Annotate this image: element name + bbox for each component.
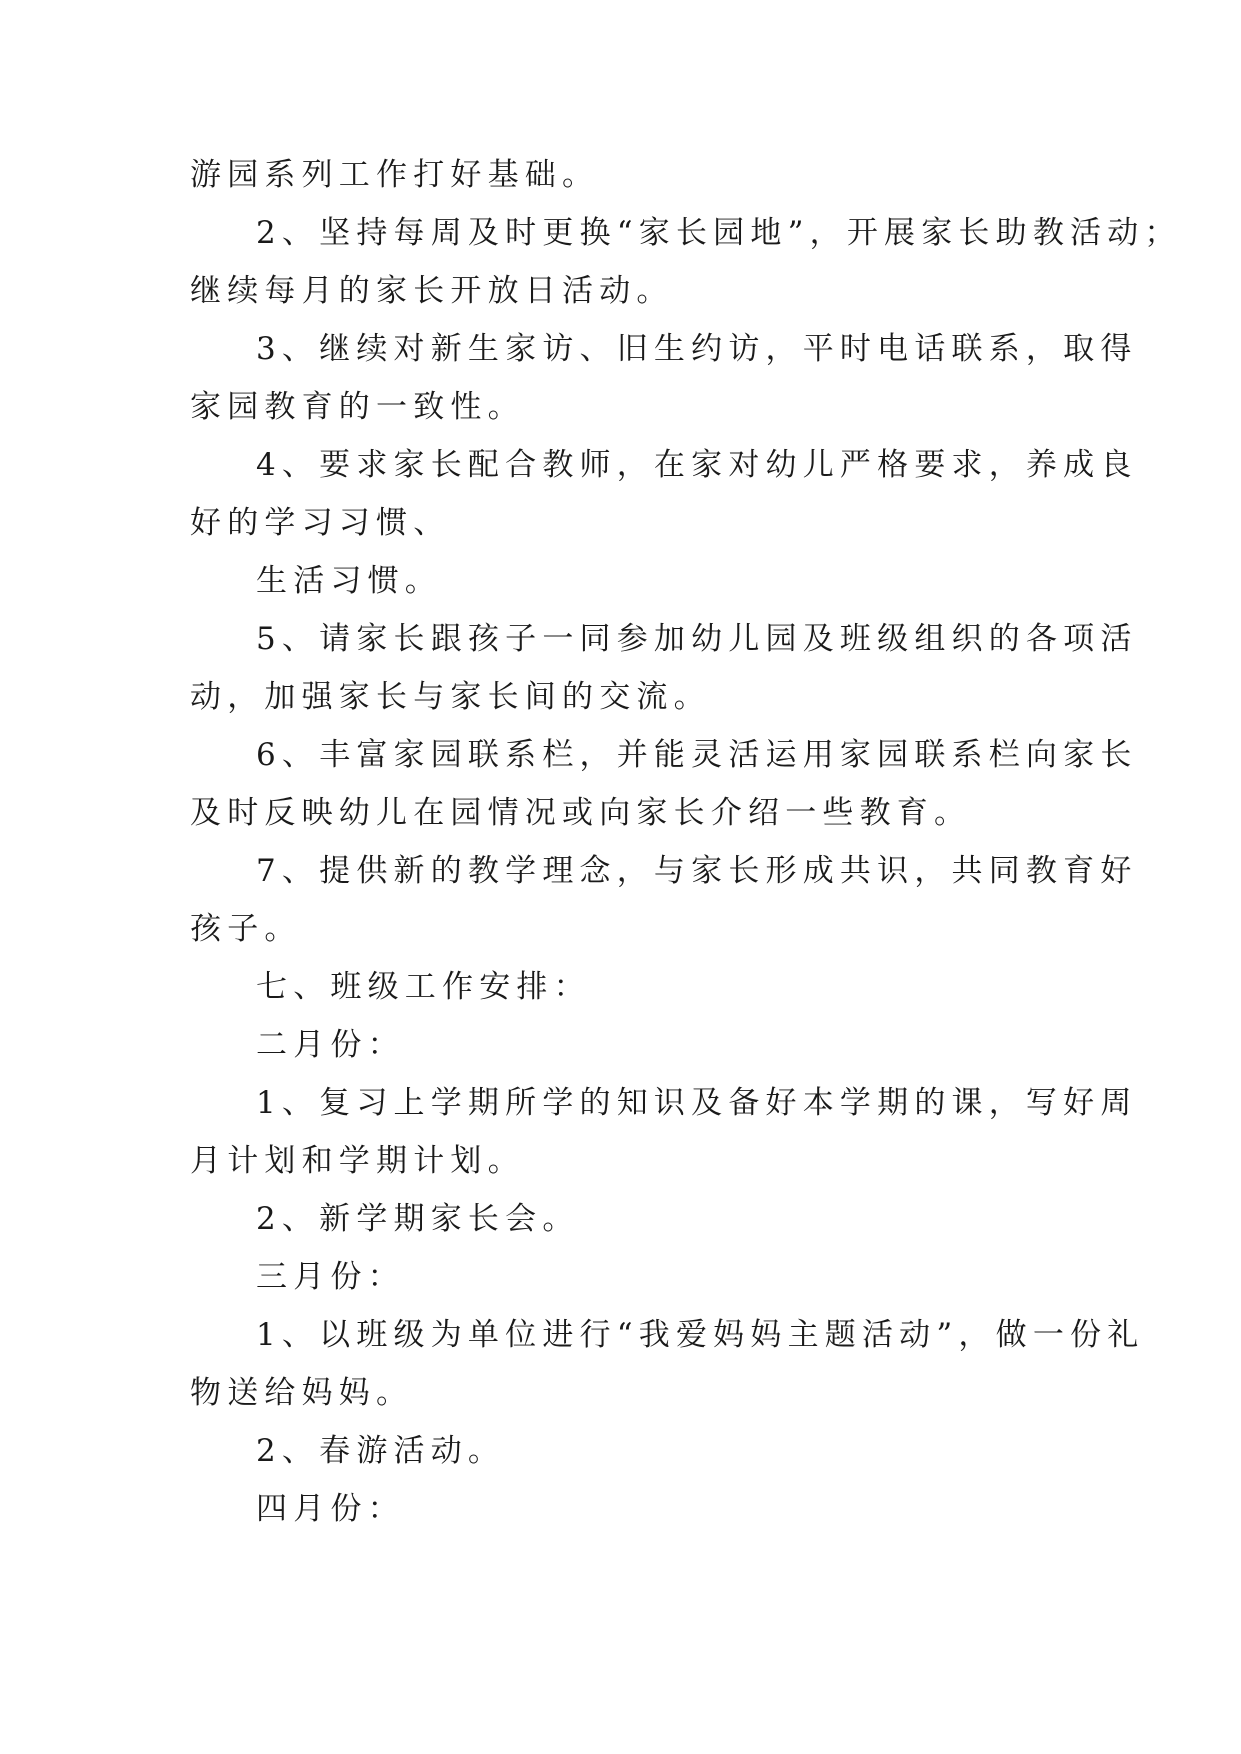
text-line: 孩子。 (190, 911, 302, 947)
text-line: 7、提供新的教学理念，与家长形成共识，共同教育好 (256, 853, 1138, 889)
document-body (190, 146, 1182, 1538)
text-line: 3、继续对新生家访、旧生约访，平时电话联系，取得 (256, 331, 1138, 367)
text-line: 物送给妈妈。 (190, 1375, 414, 1411)
text-line: 1、复习上学期所学的知识及备好本学期的课，写好周 (256, 1085, 1138, 1121)
text-line: 2、春游活动。 (256, 1433, 506, 1469)
text-line: 及时反映幼儿在园情况或向家长介绍一些教育。 (190, 795, 972, 831)
text-line: 1、以班级为单位进行“我爱妈妈主题活动”，做一份礼 (256, 1317, 1145, 1353)
text-line: 游园系列工作打好基础。 (190, 157, 600, 193)
text-line: 动，加强家长与家长间的交流。 (190, 679, 711, 715)
text-line: 4、要求家长配合教师，在家对幼儿严格要求，养成良 (256, 447, 1138, 483)
text-line: 6、丰富家园联系栏，并能灵活运用家园联系栏向家长 (256, 737, 1138, 773)
month-heading: 二月份： (256, 1027, 405, 1063)
text-line: 继续每月的家长开放日活动。 (190, 273, 674, 309)
text-line: 2、坚持每周及时更换“家长园地”，开展家长助教活动； (256, 215, 1182, 251)
section-heading: 七、班级工作安排： (256, 969, 591, 1005)
text-line: 生活习惯。 (256, 563, 442, 599)
text-line: 月计划和学期计划。 (190, 1143, 525, 1179)
text-line: 5、请家长跟孩子一同参加幼儿园及班级组织的各项活 (256, 621, 1138, 657)
text-line: 好的学习习惯、 (190, 505, 451, 541)
month-heading: 四月份： (256, 1491, 405, 1527)
text-line: 家园教育的一致性。 (190, 389, 525, 425)
text-line: 2、新学期家长会。 (256, 1201, 580, 1237)
month-heading: 三月份： (256, 1259, 405, 1295)
